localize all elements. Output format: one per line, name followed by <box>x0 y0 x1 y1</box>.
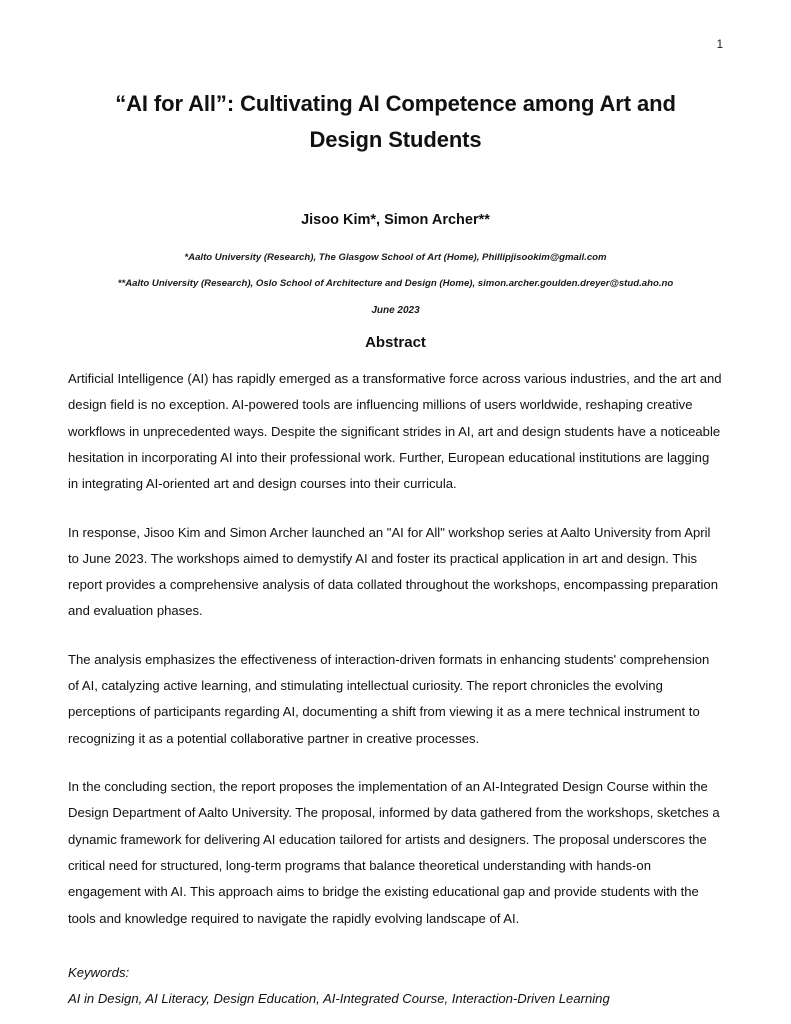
author-line: Jisoo Kim*, Simon Archer** <box>301 212 490 229</box>
keywords-list: AI in Design, AI Literacy, Design Education, AI-Integrated Course, Interaction-Driven Learning <box>68 991 610 1007</box>
page-number: 1 <box>716 39 723 51</box>
abstract-paragraph: In the concluding section, the report proposes the implementation of an AI-Integrated Design Course within the Design Department of Aalto University. The proposal, informed by data gathered from the workshops, sketches a dynamic framework for delivering AI education tailored for artists and designers. The proposal underscores the critical need for structured, long-term programs that balance theoretical understanding with hands-on engagement with AI. This approach aims to bridge the existing educational gap and provide students with the tools and knowledge required to navigate the rapidly evolving landscape of AI. <box>68 779 720 926</box>
abstract-body <box>68 366 723 932</box>
abstract-heading: Abstract <box>365 333 426 351</box>
keywords-section <box>68 960 723 1013</box>
abstract-paragraph: The analysis emphasizes the effectiveness of interaction-driven formats in enhancing students' comprehension of AI, catalyzing active learning, and stimulating intellectual curiosity. The report chronicles the evolving perceptions of participants regarding AI, documenting a shift from viewing it as a mere technical instrument to recognizing it as a potential collaborative partner in creative processes. <box>68 651 710 746</box>
keywords-label: Keywords: <box>68 964 130 980</box>
affiliation-second-author: **Aalto University (Research), Oslo School of Architecture and Design (Home), simon.archer.goulden.dreyer@stud.aho.no <box>117 278 674 290</box>
abstract-paragraph: In response, Jisoo Kim and Simon Archer launched an "AI for All" workshop series at Aalto University from April to June 2023. The workshops aimed to demystify AI and foster its practical application in art and design. This report provides a comprehensive analysis of data collated throughout the workshops, encompassing preparation and evaluation phases. <box>68 524 718 619</box>
page-title: “AI for All”: Cultivating AI Competence among Art and Design Students <box>115 91 676 152</box>
affiliation-first-author: *Aalto University (Research), The Glasgow School of Art (Home), Phillipjisookim@gmail.com <box>184 252 607 264</box>
abstract-paragraph: Artificial Intelligence (AI) has rapidly emerged as a transformative force across various industries, and the art and design field is no exception. AI-powered tools are influencing millions of users worldwide, reshaping creative workflows in unprecedented ways. Despite the significant strides in AI, art and design students have a noticeable hesitation in incorporating AI into their professional work. Further, European educational institutions are lagging in integrating AI-oriented art and design courses into their curricula. <box>68 370 722 492</box>
document-content <box>68 86 723 1013</box>
publication-date: June 2023 <box>371 304 420 316</box>
